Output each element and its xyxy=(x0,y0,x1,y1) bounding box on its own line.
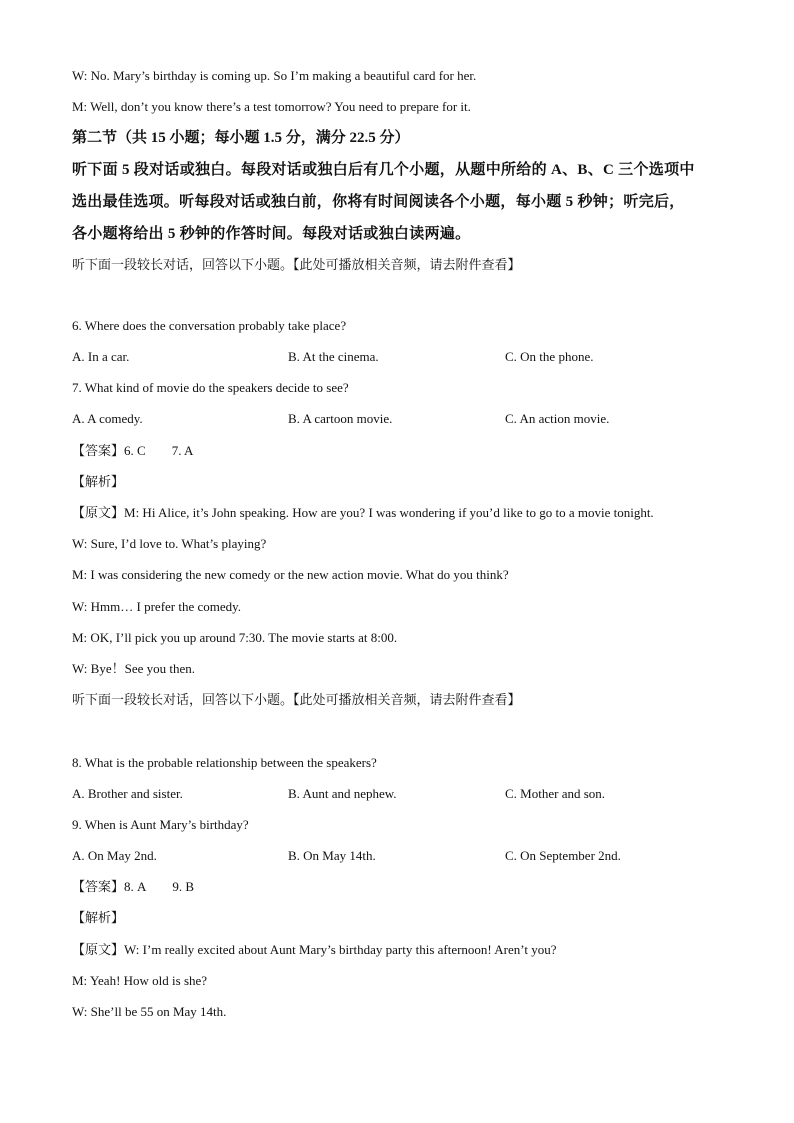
answer-value: 9. B xyxy=(172,879,195,894)
transcript-line: W: Hmm… I prefer the comedy. xyxy=(72,599,242,614)
q6-option-c: C. On the phone. xyxy=(505,349,594,364)
answer-line xyxy=(72,443,193,459)
dialogue-line: W: No. Mary’s birthday is coming up. So I’m making a beautiful card for her. xyxy=(72,68,477,83)
q7-option-b: B. A cartoon movie. xyxy=(288,411,393,426)
transcript-line: W: Sure, I’d love to. What’s playing? xyxy=(72,536,267,551)
transcript-line: M: OK, I’ll pick you up around 7:30. The movie starts at 8:00. xyxy=(72,630,398,645)
q6-option-b: B. At the cinema. xyxy=(288,349,379,364)
listen-prompt: 听下面一段较长对话，回答以下小题。【此处可播放相关音频，请去附件查看】 xyxy=(72,692,521,707)
listen-prompt: 听下面一段较长对话，回答以下小题。【此处可播放相关音频，请去附件查看】 xyxy=(72,257,521,272)
transcript-line: M: Yeah! How old is she? xyxy=(72,973,208,988)
question-6: 6. Where does the conversation probably take place? xyxy=(72,318,347,333)
dialogue-line: M: Well, don’t you know there’s a test tomorrow? You need to prepare for it. xyxy=(72,99,471,114)
q7-option-a: A. A comedy. xyxy=(72,411,143,426)
question-9: 9. When is Aunt Mary’s birthday? xyxy=(72,817,249,832)
q8-option-b: B. Aunt and nephew. xyxy=(288,786,397,801)
instruction-line: 各小题将给出 5 秒钟的作答时间。每段对话或独白读两遍。 xyxy=(72,226,471,242)
q9-option-a: A. On May 2nd. xyxy=(72,848,157,863)
instruction-line: 听下面 5 段对话或独白。每段对话或独白后有几个小题，从题中所给的 A、B、C 三个选项中 xyxy=(72,162,695,178)
analysis-label: 【解析】 xyxy=(72,910,125,925)
q8-option-a: A. Brother and sister. xyxy=(72,786,183,801)
instruction-line: 选出最佳选项。听每段对话或独白前，你将有时间阅读各个小题，每小题 5 秒钟；听完后， xyxy=(72,194,685,210)
question-8: 8. What is the probable relationship between the speakers? xyxy=(72,755,377,770)
section-title: 第二节（共 15 小题；每小题 1.5 分，满分 22.5 分） xyxy=(72,130,410,146)
transcript-line xyxy=(72,505,654,521)
transcript-text: M: Hi Alice, it’s John speaking. How are you? I was wondering if you’d like to go to a movie tonight. xyxy=(124,505,654,520)
transcript-line xyxy=(72,942,557,958)
q6-option-a: A. In a car. xyxy=(72,349,130,364)
answer-value: 8. A xyxy=(124,879,147,894)
transcript-line: W: Bye！See you then. xyxy=(72,661,195,676)
q8-option-c: C. Mother and son. xyxy=(505,786,606,801)
transcript-label: 【原文】 xyxy=(72,942,125,957)
answer-value: 6. C xyxy=(124,443,146,458)
transcript-text: W: I’m really excited about Aunt Mary’s birthday party this afternoon! Aren’t you? xyxy=(124,942,557,957)
question-7: 7. What kind of movie do the speakers decide to see? xyxy=(72,380,349,395)
q7-option-c: C. An action movie. xyxy=(505,411,610,426)
analysis-label: 【解析】 xyxy=(72,474,125,489)
answer-line xyxy=(72,879,194,895)
transcript-line: W: She’ll be 55 on May 14th. xyxy=(72,1004,227,1019)
q9-option-c: C. On September 2nd. xyxy=(505,848,621,863)
answer-value: 7. A xyxy=(171,443,194,458)
answer-label: 【答案】 xyxy=(72,879,125,894)
transcript-line: M: I was considering the new comedy or the new action movie. What do you think? xyxy=(72,567,509,582)
answer-label: 【答案】 xyxy=(72,443,125,458)
transcript-label: 【原文】 xyxy=(72,505,125,520)
q9-option-b: B. On May 14th. xyxy=(288,848,376,863)
